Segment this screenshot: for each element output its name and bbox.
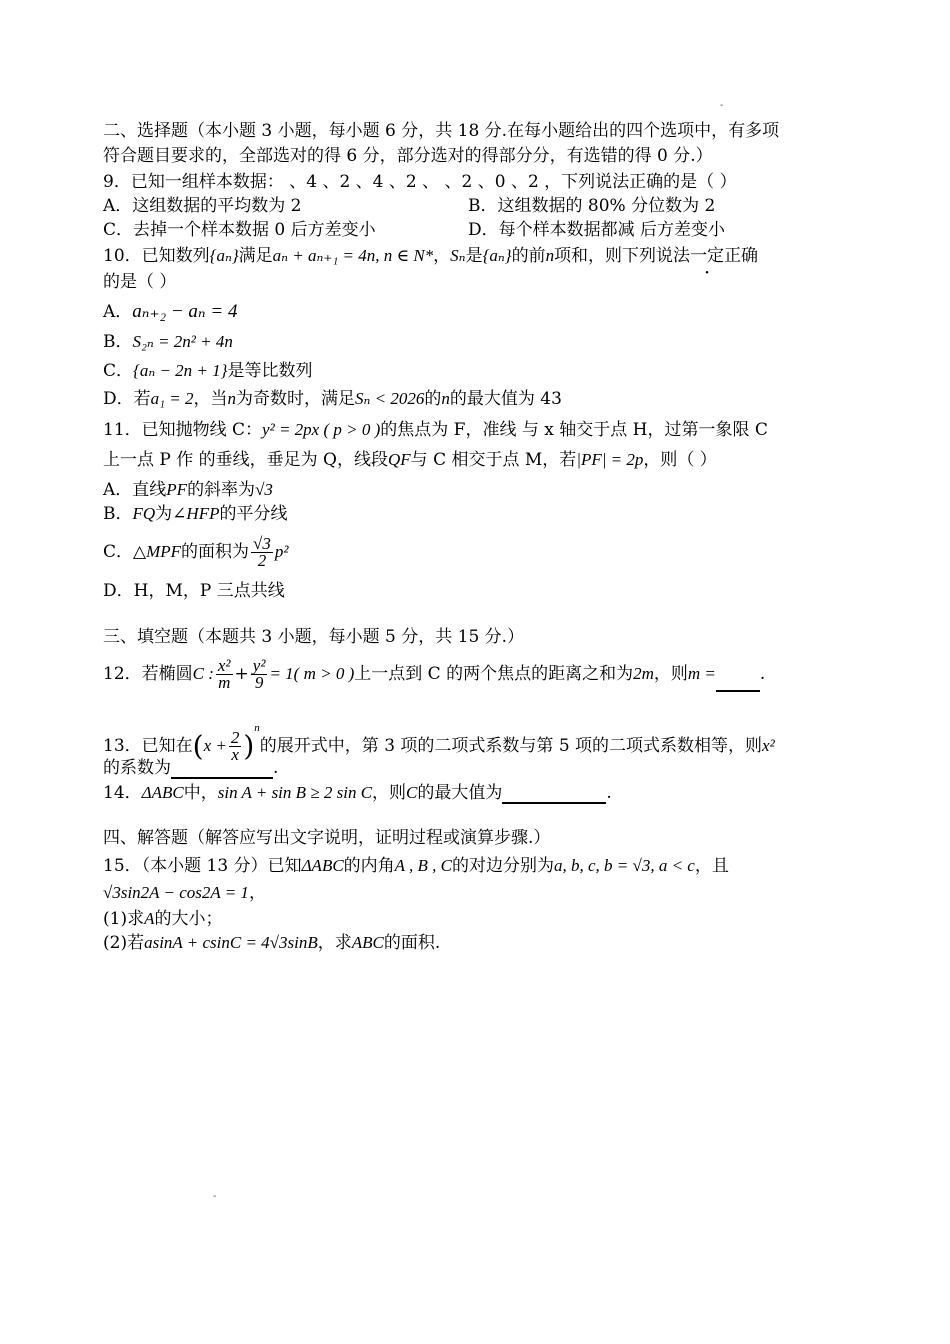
section4-heading: 四、解答题（解答应写出文字说明，证明过程或演算步骤.）	[103, 828, 551, 848]
q10-stem-line2: 的是（ ）	[103, 272, 177, 292]
q10-option-b	[103, 331, 233, 353]
q9-stem: 9．已知一组样本数据： 、4 、2 、4 、2 、 、2 、0 、2 ，下列说法正确的是（ ）	[103, 172, 737, 192]
q13-end: .	[273, 758, 279, 778]
q10-stem-mid3: 是	[465, 246, 483, 266]
q10-option-d-n2: n	[441, 389, 450, 408]
q14-answer-blank[interactable]	[502, 784, 606, 804]
q12-post: ，则	[653, 664, 688, 684]
q13-exponent: n	[254, 722, 260, 734]
q9-option-c: C．去掉一个样本数据 0 后方差变小	[103, 220, 376, 240]
q10-option-b-expr: S₂ₙ = 2n² + 4n	[132, 332, 233, 351]
q10-emphasis: 一定	[690, 246, 725, 266]
q11-option-d: D．H，M，P 三点共线	[103, 581, 285, 601]
q15-mid2: 的对边分别为	[451, 856, 554, 876]
q9-option-b: B．这组数据的 80% 分位数为 2	[468, 196, 716, 216]
q14-mid2: ，则	[372, 783, 407, 803]
q10-option-a-expr: aₙ₊₂ − aₙ = 4	[132, 301, 238, 322]
q10-stem-pre: 10．已知数列	[103, 246, 210, 266]
q11-option-a-post: 的斜率为	[187, 480, 256, 500]
q15-angles: A , B , C	[394, 856, 452, 875]
q9-option-a: A．这组数据的平均数为 2	[103, 196, 302, 216]
q10-option-d-ineq: Sₙ < 2026	[355, 389, 425, 408]
q11-option-b-angle: ∠HFP	[172, 504, 220, 523]
q15-eq: √3sin2A − cos2A = 1	[103, 883, 249, 902]
q10-stem-mid: 满足	[238, 246, 273, 266]
q14-post: 的最大值为	[417, 783, 503, 803]
q11-option-b-pre: B．	[103, 504, 133, 524]
q12-m-eq: m =	[687, 664, 716, 683]
q10-option-d-label: D．若	[103, 389, 151, 409]
q10-stem-end: 正确	[724, 246, 759, 266]
q12-x-den: m	[218, 673, 231, 692]
q10-option-c	[103, 360, 312, 382]
q11-option-a-pre: A．直线	[103, 480, 167, 500]
q14-c: C	[406, 783, 418, 802]
q12-val: 2m	[633, 664, 654, 683]
q13-paren-open: (	[192, 729, 204, 763]
q10-option-d	[103, 388, 562, 410]
q15-p2-tri: ABC	[351, 933, 384, 952]
q13-l2: 的系数为	[103, 758, 171, 778]
q12-answer-blank[interactable]	[716, 672, 760, 692]
scan-mark-top: -	[720, 100, 724, 111]
q15-p1-pre: (1)求	[103, 909, 145, 929]
q13-paren-close: )	[243, 729, 255, 763]
q10-stem-mid2: ，	[433, 246, 451, 266]
q15-p2-post: 的面积.	[383, 933, 441, 953]
q11-stem-pre: 11．已知抛物线 C：	[103, 420, 263, 440]
q10-seq-ref: {aₙ}	[482, 246, 512, 265]
q11-option-a-val: √3	[255, 480, 273, 499]
q12-y-den: 9	[254, 673, 264, 692]
q11-option-c-num: √3	[253, 534, 271, 553]
q11-option-b	[103, 503, 287, 525]
q12-y-fraction	[251, 658, 268, 691]
q12-end: .	[759, 664, 766, 684]
q11-stem-post: 的焦点为 F，准线 与 x 轴交于点 H，过第一象限 C	[380, 420, 768, 440]
q10-option-d-a1: a₁ = 2	[150, 389, 194, 408]
q15-pre: 15．（本小题 13 分）已知	[103, 856, 302, 876]
q14-end: .	[606, 783, 612, 803]
q12-mid: 上一点到 C 的两个焦点的距离之和为	[354, 664, 634, 684]
q13-expr-x: x +	[203, 736, 227, 755]
section2-heading-line2: 符合题目要求的，全部选对的得 6 分，部分选对的得部分分，有选错的得 0 分.）	[103, 146, 713, 166]
q11-stem-l2-pre: 上一点 P 作 的垂线，垂足为 Q，线段	[103, 450, 388, 470]
q13-line2	[103, 757, 278, 779]
q12-plus: +	[234, 664, 249, 684]
q11-stem-l2-mid: 与 C 相交于点 M，若	[410, 450, 577, 470]
q13-x2: x²	[762, 736, 775, 755]
q11-option-b-post: 的平分线	[219, 504, 288, 524]
q11-option-c	[103, 534, 288, 570]
q10-option-d-n: n	[227, 389, 237, 408]
section3-heading: 三、填空题（本题共 3 小题，每小题 5 分，共 15 分.）	[103, 627, 525, 647]
q11-stem-l2-post: ，则（ ）	[643, 450, 717, 470]
q15-p2-eq: asinA + csinC = 4√3sinB	[144, 933, 318, 952]
q10-option-d-mid3: 的	[424, 389, 442, 409]
q13-mid: 的展开式中，第 3 项的二项式系数与第 5 项的二项式系数相等，则	[259, 736, 763, 756]
q10-option-c-post: 是等比数列	[227, 361, 313, 381]
q15-p2-pre: (2)若	[103, 933, 145, 953]
q10-stem-mid4: 的前	[511, 246, 546, 266]
q11-pf-abs: |PF| = 2p	[576, 450, 644, 469]
q10-option-d-post: 的最大值为 43	[449, 389, 562, 409]
q10-option-c-label: C．	[103, 361, 134, 381]
q15-p1-a: A	[144, 909, 155, 928]
q10-condition: aₙ + aₙ₊₁ = 4n, n ∈ N*	[272, 246, 434, 265]
q15-eq-post: ，	[248, 883, 266, 903]
q11-option-c-tri: △MPF	[133, 542, 182, 561]
q10-option-c-expr: {aₙ − 2n + 1}	[133, 361, 228, 380]
q11-option-c-p: p²	[274, 542, 289, 561]
q15-tri: ΔABC	[301, 856, 344, 875]
q11-equation: y² = 2px ( p > 0 )	[262, 420, 381, 439]
q11-option-c-mid: 的面积为	[181, 542, 250, 562]
q10-seq: {aₙ}	[209, 246, 239, 265]
q12-pre: 12．若椭圆	[103, 664, 193, 684]
q10-option-b-label: B．	[103, 332, 133, 352]
q10-n: n	[545, 246, 555, 265]
q14-tri: ΔABC	[141, 783, 184, 802]
q11-option-c-fraction	[251, 536, 273, 569]
q10-stem	[103, 245, 758, 267]
q12-x-fraction	[216, 658, 233, 691]
q12-c: C :	[192, 664, 214, 683]
q15-cond: a, b, c, b = √3, a < c	[553, 856, 695, 875]
q12-y-num: y²	[252, 656, 266, 675]
q11-option-c-den: 2	[257, 551, 267, 570]
q10-option-a	[103, 301, 237, 323]
q13-frac-num: 2	[230, 728, 240, 747]
q9-option-d: D．每个样本数据都减 后方差变小	[468, 220, 726, 240]
q11-option-a-pf: PF	[166, 480, 188, 499]
section2-heading-line1: 二、选择题（本小题 3 小题，每小题 6 分，共 18 分.在每小题给出的四个选项中，有多项	[103, 121, 780, 141]
q15-p1-post: 的大小；	[154, 909, 223, 929]
q14	[103, 782, 612, 804]
q11-option-a	[103, 479, 273, 501]
q14-mid: 中，	[183, 783, 218, 803]
q14-pre: 14．	[103, 783, 142, 803]
q13-frac-den: x	[231, 745, 239, 764]
q10-option-a-label: A．	[103, 302, 133, 322]
q12	[103, 656, 765, 692]
q10-option-d-mid2: 为奇数时，满足	[236, 389, 356, 409]
q15-part2	[103, 932, 440, 954]
q15-part1	[103, 908, 222, 930]
q10-option-d-mid: ，当	[193, 389, 228, 409]
q14-ineq: sin A + sin B ≥ 2 sin C	[217, 783, 373, 802]
q12-x-num: x²	[217, 656, 231, 675]
q13-pre: 13．已知在	[103, 736, 193, 756]
q15-stem	[103, 855, 729, 877]
q11-stem-line2	[103, 449, 717, 471]
q11-qf: QF	[388, 450, 411, 469]
q10-stem-post: 项和，则下列说法	[554, 246, 691, 266]
q12-eq-post: = 1( m > 0 )	[269, 664, 355, 683]
q10-sn: Sₙ	[450, 246, 466, 265]
q15-post: ，且	[694, 856, 729, 876]
q11-option-b-fq: FQ	[132, 504, 156, 523]
q11-stem	[103, 419, 768, 441]
q15-equation-line	[103, 882, 266, 904]
q11-option-b-mid: 为	[155, 504, 173, 524]
q15-mid: 的内角	[343, 856, 395, 876]
scan-mark-bottom: -	[213, 1191, 217, 1202]
q13-answer-blank[interactable]	[171, 759, 273, 779]
q15-p2-mid: ，求	[317, 933, 352, 953]
q11-option-c-pre: C．	[103, 542, 134, 562]
